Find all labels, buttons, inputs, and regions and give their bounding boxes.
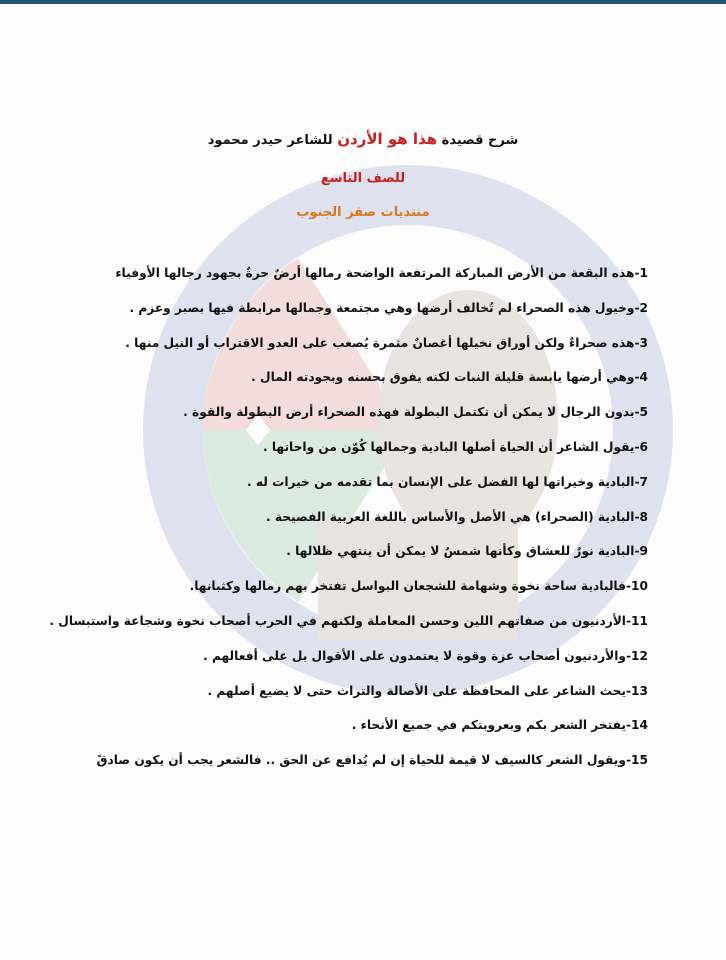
line-text: وهي أرضها يابسة قليلة النبات لكنه يفوق بحسنه وبجودته المال . [251,370,635,385]
list-item [49,612,648,647]
line-text: البادية وخيراتها لها الفضل على الإنسان بما تقدمه من خيرات له . [246,474,635,489]
line-text: يفتخر الشعر بكم وبعروبتكم في جميع الأنحاء . [351,718,626,733]
line-text: هذه صحراءٌ ولكن أوراق نخيلها أغصانٌ مثمرة يُصعب على العدو الاقتراب أو النيل منها . [125,335,635,350]
line-text: البادية (الصحراء) هي الأصل والأساس باللغة العربية الفصيحة . [265,509,635,524]
list-item [96,751,648,786]
line-number: -7 [634,474,648,489]
line-text: بدون الرجال لا يمكن أن تكتمل البطولة فهذه الصحراء أرض البطولة والقوة . [183,405,635,420]
line-number: -8 [634,509,648,524]
list-item [168,542,648,577]
top-border [0,0,726,4]
line-text: يحث الشاعر على المحافظة على الأصالة والتراث حتى لا يضيع أصلهم . [207,683,626,698]
line-number: -4 [634,370,648,385]
line-number: -11 [625,613,648,628]
line-number: -13 [625,683,648,698]
poem-title: هذا هو الأردن [337,130,438,148]
forum-label: منتديات صقر الجنوب [296,205,430,220]
line-number: -10 [625,579,648,594]
line-text: ويقول الشعر كالسيف لا قيمة للحياة إن لم يُدافع عن الحق .. فالشعر يجب أن يكون صادقً [96,753,626,768]
list-item [125,334,648,369]
list-item [168,647,648,682]
list-item [115,264,648,299]
line-text: يقول الشاعر أن الحياة أصلها البادية وجمالها كُوّن من واحاتها . [262,439,635,454]
list-item [168,368,648,403]
line-text: والأردنيون أصحاب عزة وقوة لا يعتمدون على الأقوال بل على أفعالهم . [203,648,626,663]
list-item [129,299,648,334]
list-item [168,716,648,751]
list-item [168,577,648,612]
explanation-list [49,264,648,786]
line-number: -2 [634,300,648,315]
title-prefix: شرح قصيدة [441,133,519,148]
title-suffix: للشاعر حيدر محمود [207,133,333,148]
list-item [168,508,648,543]
line-number: -9 [634,544,648,559]
line-number: -14 [625,718,648,733]
line-text: وخيول هذه الصحراء لم تُخالف أرضها وهي مجتمعة وجمالها مرابطة فيها بصبر وعزم . [129,300,635,315]
line-number: -1 [634,266,648,280]
line-number: -6 [634,439,648,454]
line-number: -3 [634,335,648,350]
line-text: الأردنيون من صفاتهم اللين وحسن المعاملة ولكنهم في الحرب أصحاب نخوة وشجاعة واستبسال . [49,613,626,628]
list-item [168,682,648,717]
list-item [168,438,648,473]
list-item [168,403,648,438]
grade-label: للصف التاسع [320,171,406,186]
line-text: هذه البقعة من الأرض المباركة المرتفعة الواضحة رمالها أرضٌ حرةٌ بجهود رجالها الأوفياء [115,266,635,280]
list-item [168,473,648,508]
line-text: فالبادية ساحة نخوة وشهامة للشجعان البواسل تفتخر بهم رمالها وكثبانها. [189,579,626,594]
line-number: -15 [625,753,648,768]
line-text: البادية نورٌ للعشاق وكأنها شمسٌ لا يمكن أن ينتهي ظلالها . [286,544,635,559]
line-number: -5 [634,405,648,420]
line-number: -12 [625,648,648,663]
page-title [0,130,726,148]
